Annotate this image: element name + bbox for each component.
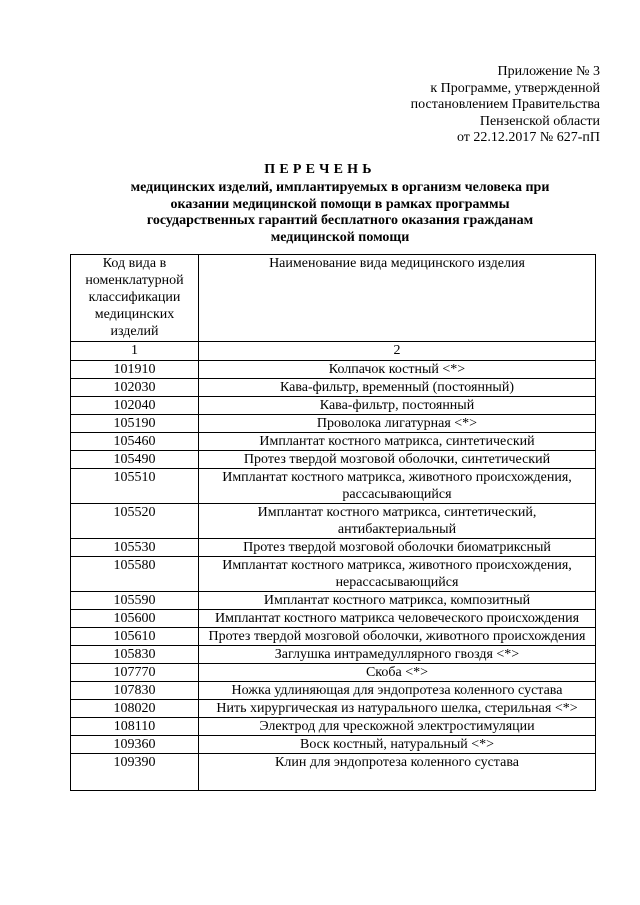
table-row [71, 754, 596, 791]
appendix-line-3: постановлением Правительства [410, 97, 600, 113]
table-body [71, 361, 596, 791]
row-code: 102030 [71, 379, 199, 397]
row-name: Колпачок костный <*> [199, 361, 596, 379]
table-row [71, 433, 596, 451]
table-row [71, 557, 596, 592]
row-name: Электрод для чрескожной электростимуляции [199, 718, 596, 736]
row-code: 105530 [71, 539, 199, 557]
table-header-row [71, 255, 596, 342]
row-code: 105590 [71, 592, 199, 610]
row-name: Заглушка интрамедуллярного гвоздя <*> [199, 646, 596, 664]
table-row [71, 469, 596, 504]
appendix-line-5: от 22.12.2017 № 627-пП [456, 130, 600, 146]
row-name: Проволока лигатурная <*> [199, 415, 596, 433]
column-number-1: 1 [71, 342, 199, 361]
row-name: Имплантат костного матрикса, синтетический, антибактериальный [199, 504, 596, 539]
table-row [71, 361, 596, 379]
row-code: 105520 [71, 504, 199, 539]
row-code: 105600 [71, 610, 199, 628]
document-title: ПЕРЕЧЕНЬ [264, 162, 376, 177]
row-code: 105460 [71, 433, 199, 451]
row-name: Имплантат костного матрикса, животного происхождения, рассасывающийся [199, 469, 596, 504]
row-code: 105830 [71, 646, 199, 664]
table-row [71, 539, 596, 557]
table-row [71, 736, 596, 754]
row-code: 105190 [71, 415, 199, 433]
row-name: Имплантат костного матрикса, синтетический [199, 433, 596, 451]
table-row [71, 415, 596, 433]
appendix-block [340, 64, 600, 147]
table-row [71, 646, 596, 664]
row-name: Протез твердой мозговой оболочки, животного происхождения [199, 628, 596, 646]
subtitle-line-2: оказании медицинской помощи в рамках программы [170, 196, 510, 212]
header-name: Наименование вида медицинского изделия [199, 255, 596, 342]
table-row [71, 451, 596, 469]
table-row [71, 664, 596, 682]
header-code: Код вида в номенклатурной классификации медицинских изделий [71, 255, 199, 342]
document-subtitle [90, 180, 590, 246]
table-row [71, 610, 596, 628]
row-name: Имплантат костного матрикса человеческого происхождения [199, 610, 596, 628]
table-row [71, 397, 596, 415]
row-code: 105490 [71, 451, 199, 469]
subtitle-line-1: медицинских изделий, имплантируемых в организм человека при [130, 180, 550, 195]
table-row [71, 592, 596, 610]
subtitle-line-4: медицинской помощи [270, 229, 410, 245]
row-name: Ножка удлиняющая для эндопротеза коленного сустава [199, 682, 596, 700]
table-row [71, 718, 596, 736]
row-name: Имплантат костного матрикса, животного происхождения, нерассасывающийся [199, 557, 596, 592]
row-code: 107830 [71, 682, 199, 700]
table-row [71, 682, 596, 700]
row-name: Кава-фильтр, постоянный [199, 397, 596, 415]
row-code: 102040 [71, 397, 199, 415]
row-code: 105510 [71, 469, 199, 504]
table-row [71, 379, 596, 397]
row-code: 109360 [71, 736, 199, 754]
row-name: Воск костный, натуральный <*> [199, 736, 596, 754]
appendix-line-2: к Программе, утвержденной [430, 80, 600, 96]
row-code: 101910 [71, 361, 199, 379]
subtitle-line-3: государственных гарантий бесплатного оказания гражданам [146, 213, 534, 228]
row-code: 105580 [71, 557, 199, 592]
row-code: 107770 [71, 664, 199, 682]
table-row [71, 700, 596, 718]
appendix-line-1: Приложение № 3 [497, 64, 600, 79]
row-code: 109390 [71, 754, 199, 791]
row-code: 105610 [71, 628, 199, 646]
column-numbers-row [71, 342, 596, 361]
row-name: Кава-фильтр, временный (постоянный) [199, 379, 596, 397]
row-code: 108020 [71, 700, 199, 718]
row-name: Нить хирургическая из натурального шелка, стерильная <*> [199, 700, 596, 718]
appendix-line-4: Пензенской области [479, 113, 600, 129]
row-name: Скоба <*> [199, 664, 596, 682]
row-name: Протез твердой мозговой оболочки, синтетический [199, 451, 596, 469]
medical-devices-table [70, 254, 596, 791]
table-row [71, 504, 596, 539]
row-name: Протез твердой мозговой оболочки биоматриксный [199, 539, 596, 557]
row-name: Имплантат костного матрикса, композитный [199, 592, 596, 610]
column-number-2: 2 [199, 342, 596, 361]
row-name: Клин для эндопротеза коленного сустава [199, 754, 596, 791]
row-code: 108110 [71, 718, 199, 736]
table-row [71, 628, 596, 646]
